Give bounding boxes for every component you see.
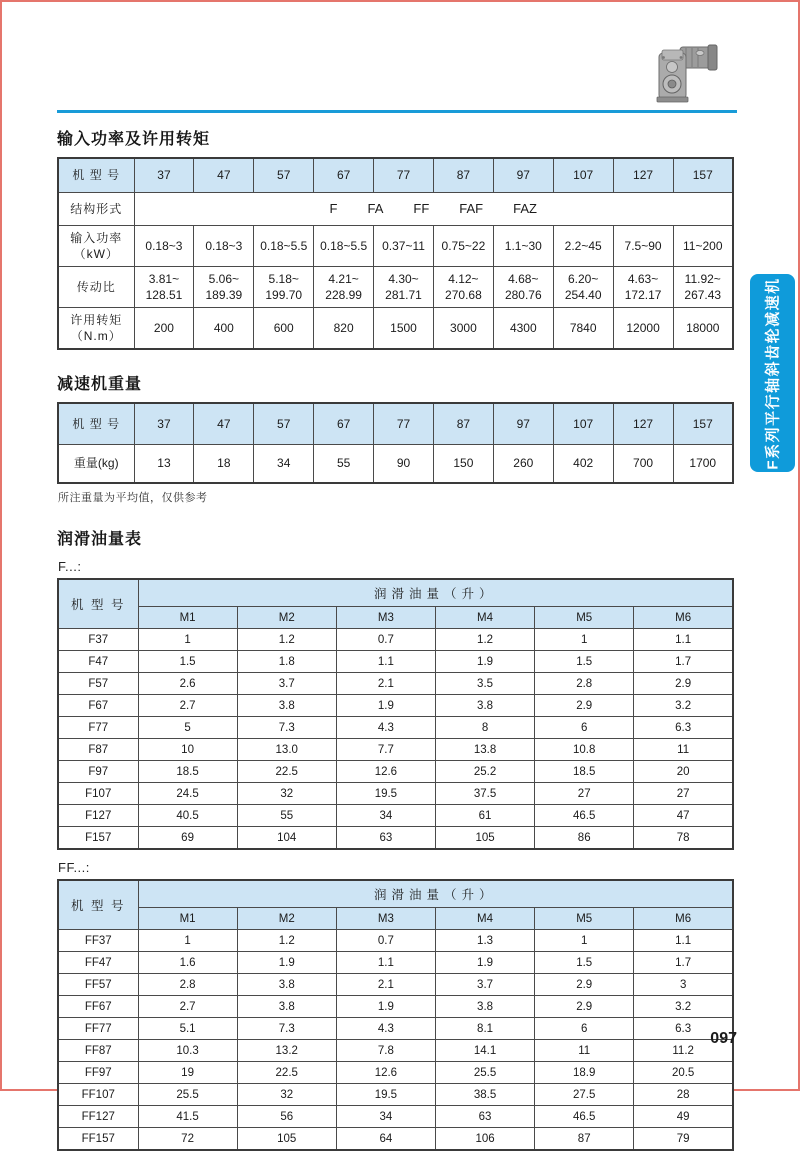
table-cell: 3.7 xyxy=(237,673,336,695)
table-cell: 1 xyxy=(535,930,634,952)
column-header: 77 xyxy=(374,403,434,445)
model-cell: FF87 xyxy=(58,1040,138,1062)
model-cell: F67 xyxy=(58,695,138,717)
model-cell: F57 xyxy=(58,673,138,695)
table-cell: 2.1 xyxy=(336,974,435,996)
table-cell: 200 xyxy=(134,308,194,350)
table-row xyxy=(58,1106,733,1128)
table-cell: 0.18~3 xyxy=(194,226,254,267)
column-header: 127 xyxy=(613,403,673,445)
table-cell: 32 xyxy=(237,1084,336,1106)
table-cell: 1.1~30 xyxy=(493,226,553,267)
table-cell: 2.7 xyxy=(138,695,237,717)
row-label: 传动比 xyxy=(58,267,134,308)
column-header: M2 xyxy=(237,607,336,629)
table-cell: 1.3 xyxy=(435,930,534,952)
table-cell: 3.8 xyxy=(237,695,336,717)
column-header: 机 型 号 xyxy=(58,880,138,930)
table-header-row xyxy=(58,158,733,193)
column-header: 67 xyxy=(314,158,374,193)
table-cell: 3.5 xyxy=(435,673,534,695)
table-cell: 61 xyxy=(435,805,534,827)
table-cell: 0.7 xyxy=(336,930,435,952)
structure-type: FAZ xyxy=(513,201,537,217)
table-cell: 4.3 xyxy=(336,717,435,739)
table-cell xyxy=(134,193,733,226)
column-header: 37 xyxy=(134,403,194,445)
column-header: 47 xyxy=(194,403,254,445)
table-cell: 6 xyxy=(535,1018,634,1040)
oil-section-title: 润滑油量表 xyxy=(57,531,143,548)
table-cell: 1.5 xyxy=(535,651,634,673)
table-cell: 12000 xyxy=(613,308,673,350)
table-cell: 2.8 xyxy=(138,974,237,996)
table-row xyxy=(58,673,733,695)
table-cell: 18.9 xyxy=(535,1062,634,1084)
column-header: 157 xyxy=(673,158,733,193)
series-side-tab xyxy=(750,274,795,472)
table-cell: 20.5 xyxy=(634,1062,733,1084)
row-label: 许用转矩 （N.m） xyxy=(58,308,134,350)
table-cell: 1.9 xyxy=(435,651,534,673)
table-cell: 1.1 xyxy=(336,952,435,974)
table-cell: 25.5 xyxy=(435,1062,534,1084)
model-cell: F127 xyxy=(58,805,138,827)
table-cell: 41.5 xyxy=(138,1106,237,1128)
table-cell: 2.2~45 xyxy=(553,226,613,267)
table-cell: 25.2 xyxy=(435,761,534,783)
table-cell: 1.8 xyxy=(237,651,336,673)
model-cell: FF107 xyxy=(58,1084,138,1106)
table-cell: 4.30~ 281.71 xyxy=(374,267,434,308)
table-cell: 1.9 xyxy=(336,996,435,1018)
table-cell: 78 xyxy=(634,827,733,850)
table-cell: 19.5 xyxy=(336,1084,435,1106)
page-number: 097 xyxy=(710,1030,737,1047)
table-header-row xyxy=(58,880,733,908)
table-cell: 87 xyxy=(535,1128,634,1151)
model-cell: FF37 xyxy=(58,930,138,952)
table-row xyxy=(58,952,733,974)
table-cell: 4.12~ 270.68 xyxy=(433,267,493,308)
table-cell: 1.7 xyxy=(634,651,733,673)
table-cell: 18.5 xyxy=(138,761,237,783)
table-cell: 1700 xyxy=(673,445,733,484)
column-header: M5 xyxy=(535,607,634,629)
column-header: 机 型 号 xyxy=(58,158,134,193)
table-cell: 19.5 xyxy=(336,783,435,805)
table-cell: 11 xyxy=(535,1040,634,1062)
table-cell: 3 xyxy=(634,974,733,996)
table-cell: 7.8 xyxy=(336,1040,435,1062)
table-cell: 13.2 xyxy=(237,1040,336,1062)
table-cell: 56 xyxy=(237,1106,336,1128)
table-head xyxy=(58,579,733,629)
table-cell: 0.18~5.5 xyxy=(314,226,374,267)
table-cell: 1.6 xyxy=(138,952,237,974)
table-cell: 3.8 xyxy=(435,996,534,1018)
table-cell: 24.5 xyxy=(138,783,237,805)
table-cell: 11.92~ 267.43 xyxy=(673,267,733,308)
table-cell: 13.8 xyxy=(435,739,534,761)
column-header: 57 xyxy=(254,158,314,193)
table-cell: 20 xyxy=(634,761,733,783)
table-cell: 1.5 xyxy=(535,952,634,974)
model-cell: FF77 xyxy=(58,1018,138,1040)
table-cell: 14.1 xyxy=(435,1040,534,1062)
table-row xyxy=(58,193,733,226)
table-row xyxy=(58,805,733,827)
table-cell: 7.3 xyxy=(237,1018,336,1040)
table-cell: 11.2 xyxy=(634,1040,733,1062)
model-cell: F37 xyxy=(58,629,138,651)
column-header: M4 xyxy=(435,607,534,629)
page-content xyxy=(57,126,734,1151)
table-row xyxy=(58,267,733,308)
table-row xyxy=(58,308,733,350)
table-cell: 0.7 xyxy=(336,629,435,651)
table-cell: 1.1 xyxy=(634,629,733,651)
table-cell: 0.18~3 xyxy=(134,226,194,267)
table-cell: 260 xyxy=(493,445,553,484)
column-header: 127 xyxy=(613,158,673,193)
column-header: 97 xyxy=(493,403,553,445)
table-body xyxy=(58,629,733,850)
table-cell: 2.9 xyxy=(535,695,634,717)
table-cell: 6 xyxy=(535,717,634,739)
table-cell: 11~200 xyxy=(673,226,733,267)
table-cell: 90 xyxy=(374,445,434,484)
table-row xyxy=(58,996,733,1018)
table-cell: 1.7 xyxy=(634,952,733,974)
table-cell: 4300 xyxy=(493,308,553,350)
power-section-title: 输入功率及许用转矩 xyxy=(57,131,211,148)
table-cell: 1.9 xyxy=(237,952,336,974)
table-cell: 47 xyxy=(634,805,733,827)
model-cell: FF127 xyxy=(58,1106,138,1128)
oil-table-f xyxy=(57,578,734,850)
table-header-row xyxy=(58,403,733,445)
column-header: 87 xyxy=(433,403,493,445)
table-cell: 820 xyxy=(314,308,374,350)
model-cell: FF157 xyxy=(58,1128,138,1151)
table-cell: 40.5 xyxy=(138,805,237,827)
table-cell: 1.2 xyxy=(435,629,534,651)
table-cell: 69 xyxy=(138,827,237,850)
table-cell: 7.7 xyxy=(336,739,435,761)
table-cell: 12.6 xyxy=(336,761,435,783)
table-cell: 49 xyxy=(634,1106,733,1128)
oil-subtitle-ff: FF...: xyxy=(58,860,90,875)
table-cell: 27 xyxy=(634,783,733,805)
model-cell: F47 xyxy=(58,651,138,673)
column-header: 77 xyxy=(374,158,434,193)
table-header-row xyxy=(58,908,733,930)
table-cell: 700 xyxy=(613,445,673,484)
table-cell: 11 xyxy=(634,739,733,761)
table-cell: 5.06~ 189.39 xyxy=(194,267,254,308)
column-header: 87 xyxy=(433,158,493,193)
table-cell: 1.9 xyxy=(435,952,534,974)
column-header: M4 xyxy=(435,908,534,930)
table-cell: 0.18~5.5 xyxy=(254,226,314,267)
table-cell: 10.8 xyxy=(535,739,634,761)
row-label: 重量(kg) xyxy=(58,445,134,484)
oil-subtitle-f: F...: xyxy=(58,559,82,574)
column-header: 97 xyxy=(493,158,553,193)
table-cell: 1.1 xyxy=(336,651,435,673)
table-row xyxy=(58,1040,733,1062)
table-cell: 18.5 xyxy=(535,761,634,783)
table-row xyxy=(58,629,733,651)
table-row xyxy=(58,783,733,805)
gear-reducer-photo xyxy=(650,40,722,106)
table-head xyxy=(58,880,733,930)
table-cell: 4.3 xyxy=(336,1018,435,1040)
table-cell: 4.63~ 172.17 xyxy=(613,267,673,308)
table-cell: 1.2 xyxy=(237,930,336,952)
column-header: M3 xyxy=(336,908,435,930)
table-row xyxy=(58,827,733,850)
column-header: 107 xyxy=(553,403,613,445)
structure-type: FF xyxy=(413,201,430,217)
table-cell: 3.8 xyxy=(237,996,336,1018)
table-row xyxy=(58,974,733,996)
table-row xyxy=(58,739,733,761)
table-cell: 22.5 xyxy=(237,761,336,783)
table-cell: 150 xyxy=(433,445,493,484)
table-cell: 8.1 xyxy=(435,1018,534,1040)
column-header: M6 xyxy=(634,607,733,629)
table-cell: 0.75~22 xyxy=(433,226,493,267)
table-cell: 18000 xyxy=(673,308,733,350)
table-cell: 600 xyxy=(254,308,314,350)
column-header: 107 xyxy=(553,158,613,193)
row-label: 结构形式 xyxy=(58,193,134,226)
table-cell: 4.68~ 280.76 xyxy=(493,267,553,308)
table-cell: 72 xyxy=(138,1128,237,1151)
table-cell: 25.5 xyxy=(138,1084,237,1106)
table-cell: 63 xyxy=(336,827,435,850)
table-cell: 6.3 xyxy=(634,1018,733,1040)
table-row xyxy=(58,445,733,484)
table-cell: 7840 xyxy=(553,308,613,350)
table-cell: 4.21~ 228.99 xyxy=(314,267,374,308)
weight-table xyxy=(57,402,734,484)
table-cell: 8 xyxy=(435,717,534,739)
table-row xyxy=(58,1128,733,1151)
table-cell: 38.5 xyxy=(435,1084,534,1106)
table-cell: 2.6 xyxy=(138,673,237,695)
table-cell: 1.5 xyxy=(138,651,237,673)
power-torque-table xyxy=(57,157,734,350)
table-cell: 34 xyxy=(336,805,435,827)
table-cell: 1.1 xyxy=(634,930,733,952)
table-row xyxy=(58,226,733,267)
table-row xyxy=(58,695,733,717)
table-cell: 3.7 xyxy=(435,974,534,996)
table-row xyxy=(58,761,733,783)
table-cell: 2.9 xyxy=(535,974,634,996)
structure-type: F xyxy=(329,201,338,217)
group-header: 润滑油量（升） xyxy=(138,579,733,607)
group-header: 润滑油量（升） xyxy=(138,880,733,908)
table-cell: 105 xyxy=(237,1128,336,1151)
table-cell: 55 xyxy=(314,445,374,484)
table-cell: 32 xyxy=(237,783,336,805)
column-header: M3 xyxy=(336,607,435,629)
table-cell: 1.2 xyxy=(237,629,336,651)
table-row xyxy=(58,1084,733,1106)
column-header: 57 xyxy=(254,403,314,445)
column-header: 37 xyxy=(134,158,194,193)
table-cell: 5.1 xyxy=(138,1018,237,1040)
column-header: M5 xyxy=(535,908,634,930)
table-cell: 46.5 xyxy=(535,1106,634,1128)
table-cell: 46.5 xyxy=(535,805,634,827)
table-cell: 7.5~90 xyxy=(613,226,673,267)
model-cell: F107 xyxy=(58,783,138,805)
table-cell: 1.9 xyxy=(336,695,435,717)
table-cell: 3.2 xyxy=(634,695,733,717)
table-cell: 106 xyxy=(435,1128,534,1151)
table-cell: 27 xyxy=(535,783,634,805)
model-cell: FF67 xyxy=(58,996,138,1018)
model-cell: F157 xyxy=(58,827,138,850)
table-cell: 34 xyxy=(254,445,314,484)
table-cell: 104 xyxy=(237,827,336,850)
table-cell: 2.1 xyxy=(336,673,435,695)
table-cell: 2.8 xyxy=(535,673,634,695)
table-cell: 55 xyxy=(237,805,336,827)
table-cell: 3.8 xyxy=(237,974,336,996)
model-cell: F97 xyxy=(58,761,138,783)
table-cell: 64 xyxy=(336,1128,435,1151)
table-row xyxy=(58,651,733,673)
table-cell: 79 xyxy=(634,1128,733,1151)
table-cell: 5.18~ 199.70 xyxy=(254,267,314,308)
weight-section-title: 减速机重量 xyxy=(57,376,143,393)
table-row xyxy=(58,1018,733,1040)
table-cell: 105 xyxy=(435,827,534,850)
table-cell: 13.0 xyxy=(237,739,336,761)
table-cell: 2.7 xyxy=(138,996,237,1018)
table-cell: 402 xyxy=(553,445,613,484)
table-cell: 86 xyxy=(535,827,634,850)
table-cell: 6.20~ 254.40 xyxy=(553,267,613,308)
column-header: 机 型 号 xyxy=(58,403,134,445)
table-header-row xyxy=(58,579,733,607)
column-header: M2 xyxy=(237,908,336,930)
model-cell: FF47 xyxy=(58,952,138,974)
table-cell: 3.81~ 128.51 xyxy=(134,267,194,308)
column-header: 67 xyxy=(314,403,374,445)
table-cell: 5 xyxy=(138,717,237,739)
model-cell: FF57 xyxy=(58,974,138,996)
table-body xyxy=(58,930,733,1151)
weight-note: 所注重量为平均值，仅供参考 xyxy=(58,492,208,504)
table-cell: 3.8 xyxy=(435,695,534,717)
table-row xyxy=(58,1062,733,1084)
table-cell: 10 xyxy=(138,739,237,761)
table-cell: 3000 xyxy=(433,308,493,350)
column-header: M1 xyxy=(138,607,237,629)
table-cell: 13 xyxy=(134,445,194,484)
table-cell: 0.37~11 xyxy=(374,226,434,267)
table-cell: 63 xyxy=(435,1106,534,1128)
table-cell: 2.9 xyxy=(535,996,634,1018)
table-cell: 400 xyxy=(194,308,254,350)
table-cell: 6.3 xyxy=(634,717,733,739)
table-cell: 1500 xyxy=(374,308,434,350)
table-row xyxy=(58,717,733,739)
table-cell: 2.9 xyxy=(634,673,733,695)
column-header: 47 xyxy=(194,158,254,193)
table-cell: 28 xyxy=(634,1084,733,1106)
model-cell: F77 xyxy=(58,717,138,739)
column-header: M1 xyxy=(138,908,237,930)
table-cell: 19 xyxy=(138,1062,237,1084)
table-cell: 37.5 xyxy=(435,783,534,805)
table-header-row xyxy=(58,607,733,629)
table-cell: 3.2 xyxy=(634,996,733,1018)
table-cell: 34 xyxy=(336,1106,435,1128)
table-cell: 1 xyxy=(138,930,237,952)
table-cell: 27.5 xyxy=(535,1084,634,1106)
row-label: 输入功率 （kW） xyxy=(58,226,134,267)
oil-table-ff xyxy=(57,879,734,1151)
model-cell: FF97 xyxy=(58,1062,138,1084)
structure-type: FA xyxy=(367,201,384,217)
column-header: 157 xyxy=(673,403,733,445)
table-cell: 22.5 xyxy=(237,1062,336,1084)
column-header: 机 型 号 xyxy=(58,579,138,629)
table-cell: 7.3 xyxy=(237,717,336,739)
table-cell: 12.6 xyxy=(336,1062,435,1084)
header-rule xyxy=(57,110,737,113)
table-row xyxy=(58,930,733,952)
column-header: M6 xyxy=(634,908,733,930)
table-cell: 1 xyxy=(138,629,237,651)
table-cell: 10.3 xyxy=(138,1040,237,1062)
series-side-tab-label: F系列平行轴斜齿轮减速机 xyxy=(765,276,783,470)
structure-type: FAF xyxy=(459,201,484,217)
table-cell: 18 xyxy=(194,445,254,484)
table-cell: 1 xyxy=(535,629,634,651)
model-cell: F87 xyxy=(58,739,138,761)
